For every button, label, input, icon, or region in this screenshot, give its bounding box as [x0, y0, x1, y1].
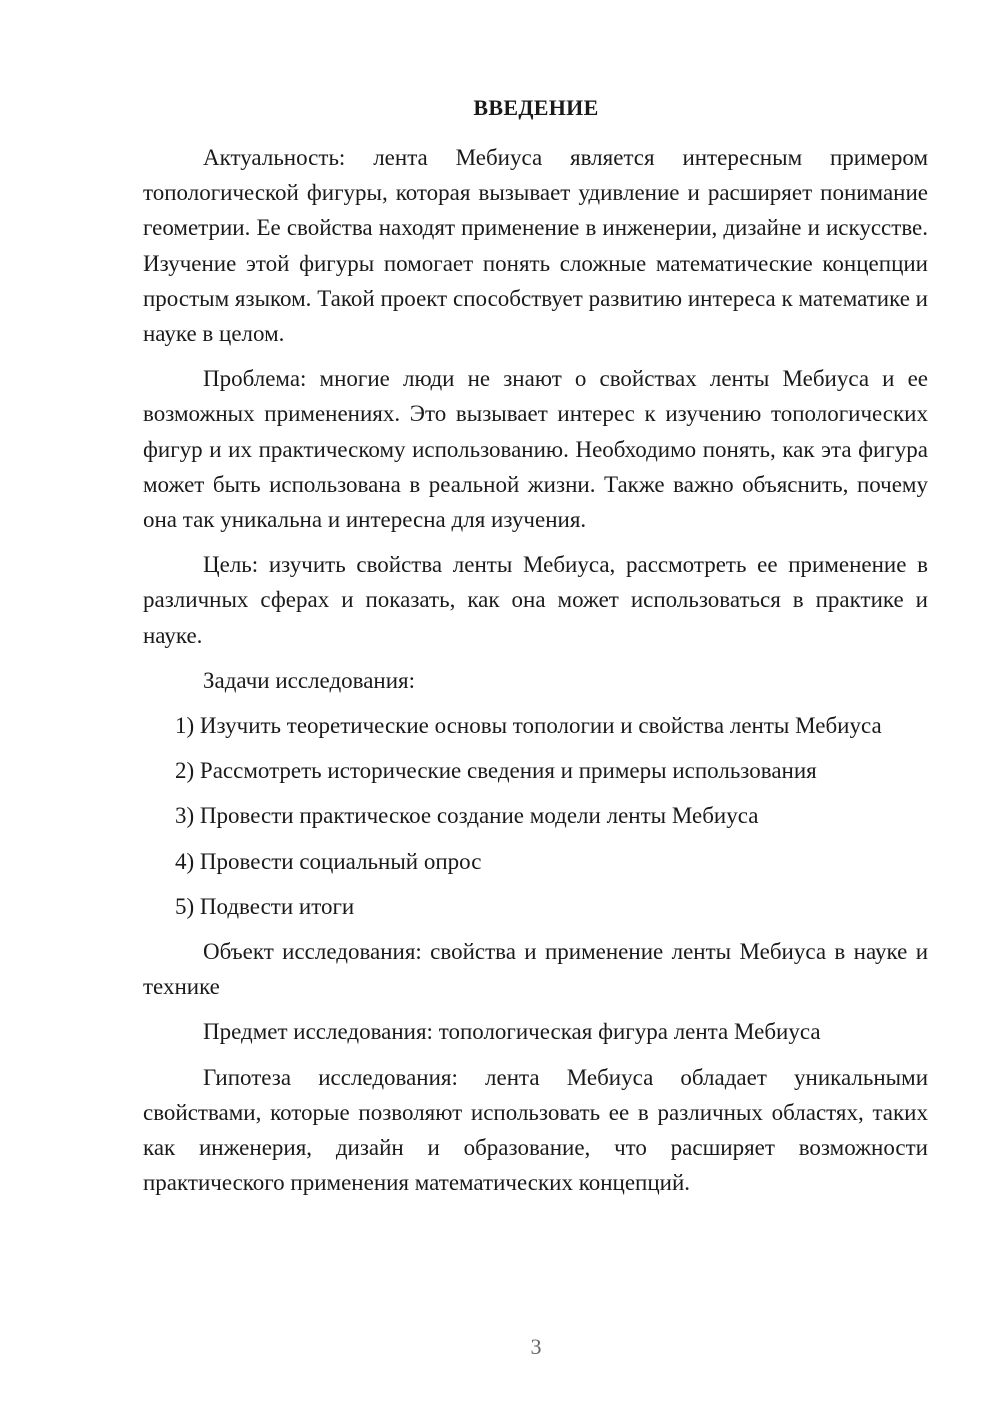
problem-paragraph: Проблема: многие люди не знают о свойствах ленты Мебиуса и ее возможных применениях. Это вызывает интерес к изучению топологических фигур и их практическому использованию. Необходимо понять, как эта фигура может быть использована в реальной жизни. Также важно объяснить, почему она так уникальна и интересна для изучения. [143, 366, 928, 533]
relevance-paragraph: Актуальность: лента Мебиуса является интересным примером топологической фигуры, которая вызывает удивление и расширяет понимание геометрии. Ее свойства находят применение в инженерии, дизайне и искусстве. Изучение этой фигуры помогает понять сложные математические концепции простым языком. Такой проект способствует развитию интереса к математике и науке в целом. [143, 145, 928, 347]
hypothesis-paragraph: Гипотеза исследования: лента Мебиуса обладает уникальными свойствами, которые позволяют использовать ее в различных областях, таких как инженерия, дизайн и образование, что расширяет возможности практического применения математических концепций. [143, 1064, 928, 1196]
goal-paragraph: Цель: изучить свойства ленты Мебиуса, рассмотреть ее применение в различных сферах и показать, как она может использоваться в практике и науке. [143, 552, 928, 648]
task-item-2: 2) Рассмотреть исторические сведения и примеры использования [175, 758, 817, 784]
object-paragraph: Объект исследования: свойства и применение ленты Мебиуса в науке и технике [143, 939, 928, 1000]
tasks-title: Задачи исследования: [203, 667, 416, 693]
task-item-1: 1) Изучить теоретические основы топологии и свойства ленты Мебиуса [175, 713, 882, 739]
page-number: 3 [530, 1334, 542, 1359]
section-heading: ВВЕДЕНИЕ [473, 95, 599, 120]
task-item-4: 4) Провести социальный опрос [175, 848, 482, 874]
document-body [143, 140, 928, 1210]
subject-paragraph: Предмет исследования: топологическая фигура лента Мебиуса [203, 1019, 821, 1045]
tasks-list [143, 708, 928, 924]
task-item-3: 3) Провести практическое создание модели ленты Мебиуса [175, 803, 759, 829]
task-item-5: 5) Подвести итоги [175, 893, 355, 919]
